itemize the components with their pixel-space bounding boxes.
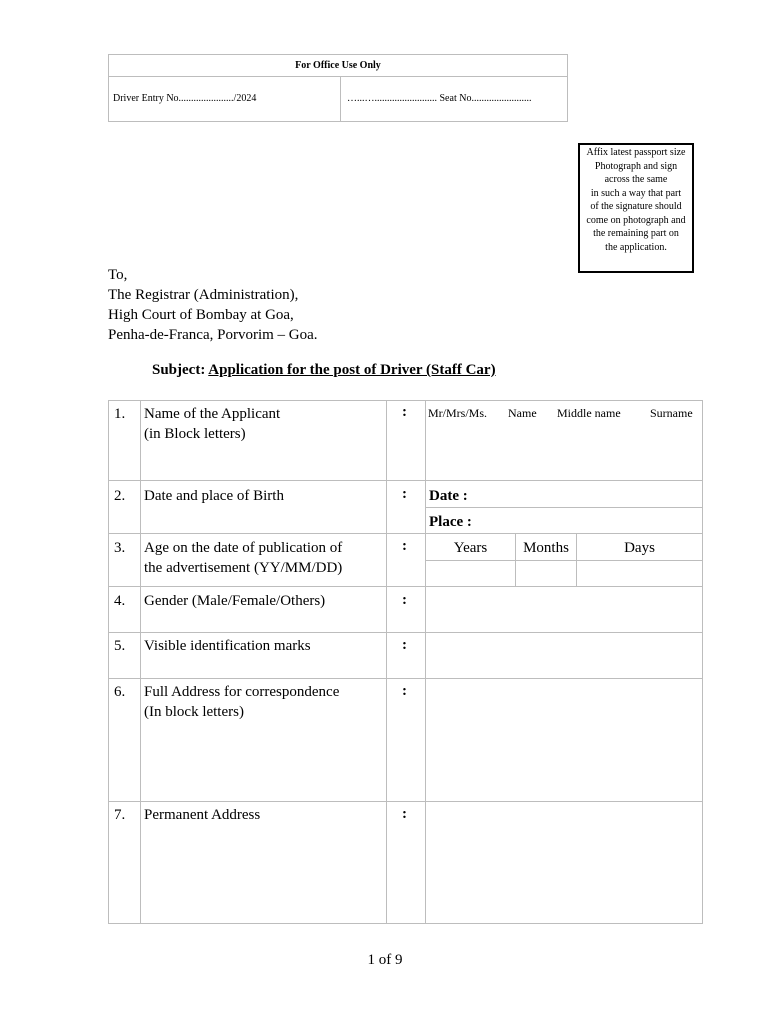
- subject-text: Application for the post of Driver (Staff Car): [208, 362, 496, 378]
- row-number: 3.: [114, 540, 126, 556]
- photo-instruction-line: of the signature should: [590, 201, 682, 212]
- page-number: 1 of 9: [367, 952, 403, 968]
- age-months-header: Months: [523, 540, 569, 556]
- row-number: 1.: [114, 406, 126, 422]
- name-input-area[interactable]: [426, 422, 702, 479]
- seat-number-field[interactable]: …...…......................... Seat No........................: [347, 93, 532, 104]
- row-number: 7.: [114, 807, 126, 823]
- recipient-address: [108, 265, 318, 345]
- address-line: Penha-de-Franca, Porvorim – Goa.: [108, 327, 318, 343]
- photo-instruction-line: Photograph and sign: [594, 160, 678, 172]
- office-use-table: [108, 54, 568, 122]
- row-label-sub: the advertisement (YY/MM/DD): [144, 560, 343, 576]
- age-years-input[interactable]: [426, 561, 515, 586]
- row-label-sub: (In block letters): [144, 704, 244, 720]
- age-days-input[interactable]: [577, 561, 702, 586]
- row-number: 2.: [114, 488, 126, 504]
- application-form-table: [108, 400, 703, 924]
- birth-date-field[interactable]: Date :: [429, 488, 468, 504]
- photo-instruction-line: the application.: [605, 241, 667, 253]
- name-first-hint: Name: [508, 406, 537, 420]
- photo-instruction-line: Affix latest passport size: [586, 147, 686, 158]
- age-years-header: Years: [453, 540, 488, 556]
- address-line: The Registrar (Administration),: [108, 287, 299, 303]
- row-label: Visible identification marks: [144, 638, 311, 654]
- row-colon: :: [402, 404, 407, 420]
- office-use-title: For Office Use Only: [109, 55, 567, 77]
- row-label: Date and place of Birth: [144, 488, 284, 504]
- photo-box[interactable]: [578, 143, 694, 273]
- permanent-address-input[interactable]: [426, 802, 702, 923]
- row-colon: :: [402, 683, 407, 699]
- row-colon: :: [402, 637, 407, 653]
- row-label: Age on the date of publication of: [144, 540, 343, 556]
- row-label: Permanent Address: [144, 807, 261, 823]
- gender-input[interactable]: [426, 587, 702, 632]
- birth-place-field[interactable]: Place :: [429, 514, 472, 530]
- row-label: Gender (Male/Female/Others): [144, 593, 326, 609]
- row-colon: :: [402, 486, 407, 502]
- address-line: High Court of Bombay at Goa,: [108, 307, 294, 323]
- row-number: 4.: [114, 593, 126, 609]
- row-label-sub: (in Block letters): [144, 426, 246, 442]
- row-label: Name of the Applicant: [144, 406, 281, 422]
- photo-instruction-line: across the same: [604, 174, 668, 185]
- row-number: 5.: [114, 638, 126, 654]
- address-line: To,: [108, 267, 128, 283]
- name-middle-hint: Middle name: [557, 406, 621, 420]
- correspondence-address-input[interactable]: [426, 679, 702, 801]
- row-label: Full Address for correspondence: [144, 684, 340, 700]
- driver-entry-field[interactable]: Driver Entry No....................../2024: [109, 76, 341, 122]
- age-days-header: Days: [624, 540, 655, 556]
- photo-instruction-line: come on photograph and: [586, 214, 686, 226]
- row-colon: :: [402, 592, 407, 608]
- name-surname-hint: Surname: [650, 406, 693, 420]
- photo-instruction-line: in such a way that part: [590, 187, 682, 199]
- row-colon: :: [402, 806, 407, 822]
- row-number: 6.: [114, 684, 126, 700]
- identification-marks-input[interactable]: [426, 633, 702, 678]
- subject-label: Subject:: [152, 362, 206, 378]
- age-months-input[interactable]: [516, 561, 576, 586]
- photo-instruction-line: the remaining part on: [593, 228, 679, 239]
- subject-line: [152, 362, 496, 379]
- row-colon: :: [402, 538, 407, 554]
- name-title-hint: Mr/Mrs/Ms.: [428, 406, 488, 420]
